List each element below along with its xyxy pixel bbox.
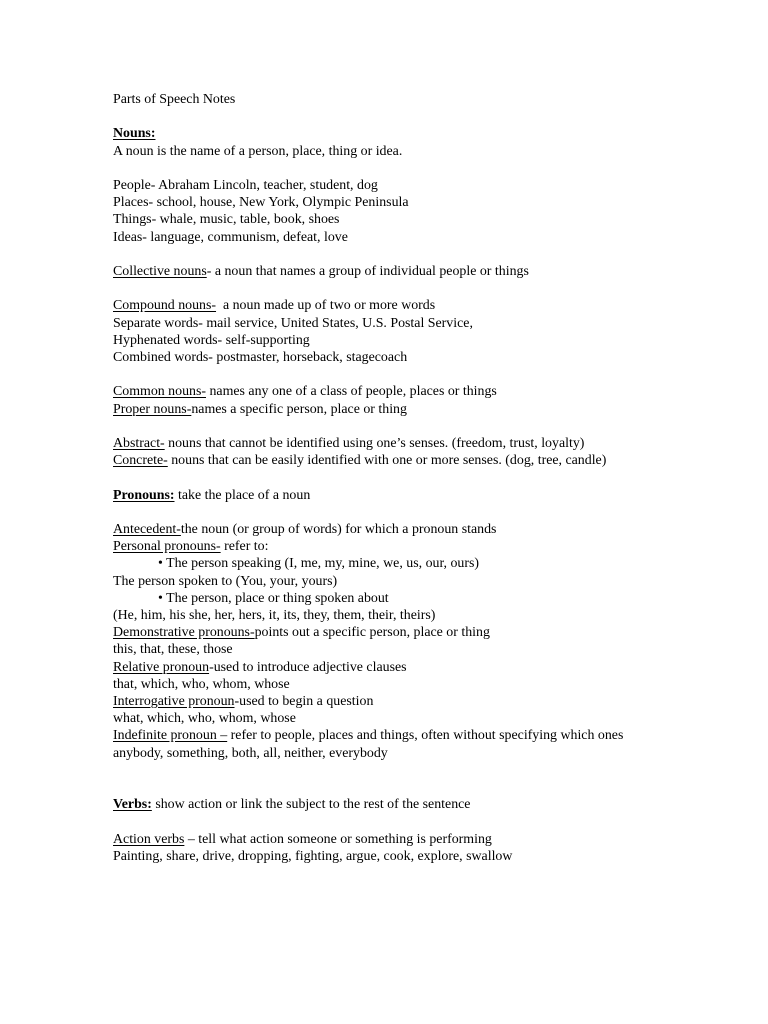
action-verbs-line (113, 831, 673, 848)
indefinite-pronoun-text: refer to people, places and things, often without specifying which ones (227, 728, 624, 744)
page-title: Parts of Speech Notes (113, 92, 236, 107)
indefinite-pronoun-line (113, 727, 673, 744)
relative-examples: that, which, who, whom, whose (113, 676, 290, 692)
common-nouns-text: names any one of a class of people, places or things (206, 384, 497, 400)
collective-nouns-text: - a noun that names a group of individual people or things (206, 263, 529, 279)
verbs-heading: Verbs: (113, 797, 152, 813)
proper-nouns-line (113, 401, 673, 418)
proper-nouns-text: names a specific person, place or thing (191, 401, 407, 417)
concrete-nouns-line (113, 452, 673, 469)
common-nouns-term: Common nouns- (113, 384, 206, 400)
antecedent-line (113, 521, 673, 538)
pronouns-text: take the place of a noun (174, 487, 311, 503)
action-verbs-term: Action verbs (113, 831, 185, 847)
relative-pronoun-text: -used to introduce adjective clauses (209, 659, 407, 675)
interrogative-examples: what, which, who, whom, whose (113, 711, 296, 727)
nouns-heading: Nouns: (113, 126, 156, 142)
collective-nouns-line (113, 263, 673, 280)
interrogative-pronoun-text: -used to begin a question (234, 693, 374, 709)
personal-bullet-spoken-about: • The person, place or thing spoken about (158, 590, 389, 606)
interrogative-pronoun-term: Interrogative pronoun (113, 693, 235, 709)
action-verbs-examples: Painting, share, drive, dropping, fighting, argue, cook, explore, swallow (113, 848, 513, 864)
compound-nouns-line (113, 297, 673, 314)
relative-pronoun-term: Relative pronoun (113, 659, 210, 675)
abstract-nouns-text: nouns that cannot be identified using one’s senses. (freedom, trust, loyalty) (164, 435, 585, 451)
compound-hyphenated-words: Hyphenated words- self-supporting (113, 332, 310, 348)
compound-nouns-text: a noun made up of two or more words (216, 298, 436, 314)
personal-pronouns-text: refer to: (220, 539, 269, 555)
pronouns-line (113, 487, 673, 504)
document-body (113, 91, 673, 865)
indefinite-pronoun-term: Indefinite pronoun – (113, 728, 228, 744)
nouns-example-ideas: Ideas- language, communism, defeat, love (113, 229, 348, 245)
proper-nouns-term: Proper nouns- (113, 401, 192, 417)
antecedent-text: the noun (or group of words) for which a pronoun stands (180, 521, 497, 537)
personal-spoken-to: The person spoken to (You, your, yours) (113, 573, 338, 589)
compound-nouns-term: Compound nouns- (113, 298, 217, 314)
demonstrative-pronouns-text: points out a specific person, place or thing (254, 625, 490, 641)
compound-separate-words: Separate words- mail service, United States, U.S. Postal Service, (113, 315, 473, 331)
nouns-example-things: Things- whale, music, table, book, shoes (113, 212, 340, 228)
common-nouns-line (113, 383, 673, 400)
compound-combined-words: Combined words- postmaster, horseback, stagecoach (113, 349, 408, 365)
abstract-nouns-term: Abstract- (113, 435, 165, 451)
concrete-nouns-term: Concrete- (113, 453, 168, 469)
verbs-line (113, 796, 673, 813)
personal-spoken-about-examples: (He, him, his she, her, hers, it, its, they, them, their, theirs) (113, 607, 436, 623)
collective-nouns-term: Collective nouns (113, 263, 207, 279)
antecedent-term: Antecedent- (113, 521, 181, 537)
personal-pronouns-term: Personal pronouns- (113, 539, 221, 555)
demonstrative-pronouns-term: Demonstrative pronouns- (113, 625, 255, 641)
abstract-nouns-line (113, 435, 673, 452)
nouns-example-people: People- Abraham Lincoln, teacher, student, dog (113, 177, 378, 193)
relative-pronoun-line (113, 659, 673, 676)
interrogative-pronoun-line (113, 693, 673, 710)
nouns-example-places: Places- school, house, New York, Olympic Peninsula (113, 195, 409, 211)
action-verbs-text: – tell what action someone or something is performing (184, 831, 492, 847)
nouns-definition: A noun is the name of a person, place, thing or idea. (113, 143, 403, 159)
verbs-text: show action or link the subject to the rest of the sentence (151, 797, 471, 813)
indefinite-examples: anybody, something, both, all, neither, everybody (113, 745, 388, 761)
concrete-nouns-text: nouns that can be easily identified with one or more senses. (dog, tree, candle) (167, 453, 607, 469)
demonstrative-pronouns-line (113, 624, 673, 641)
pronouns-heading: Pronouns: (113, 487, 175, 503)
personal-pronouns-line (113, 538, 673, 555)
personal-bullet-speaking: • The person speaking (I, me, my, mine, we, us, our, ours) (158, 556, 480, 572)
demonstrative-examples: this, that, these, those (113, 642, 233, 658)
